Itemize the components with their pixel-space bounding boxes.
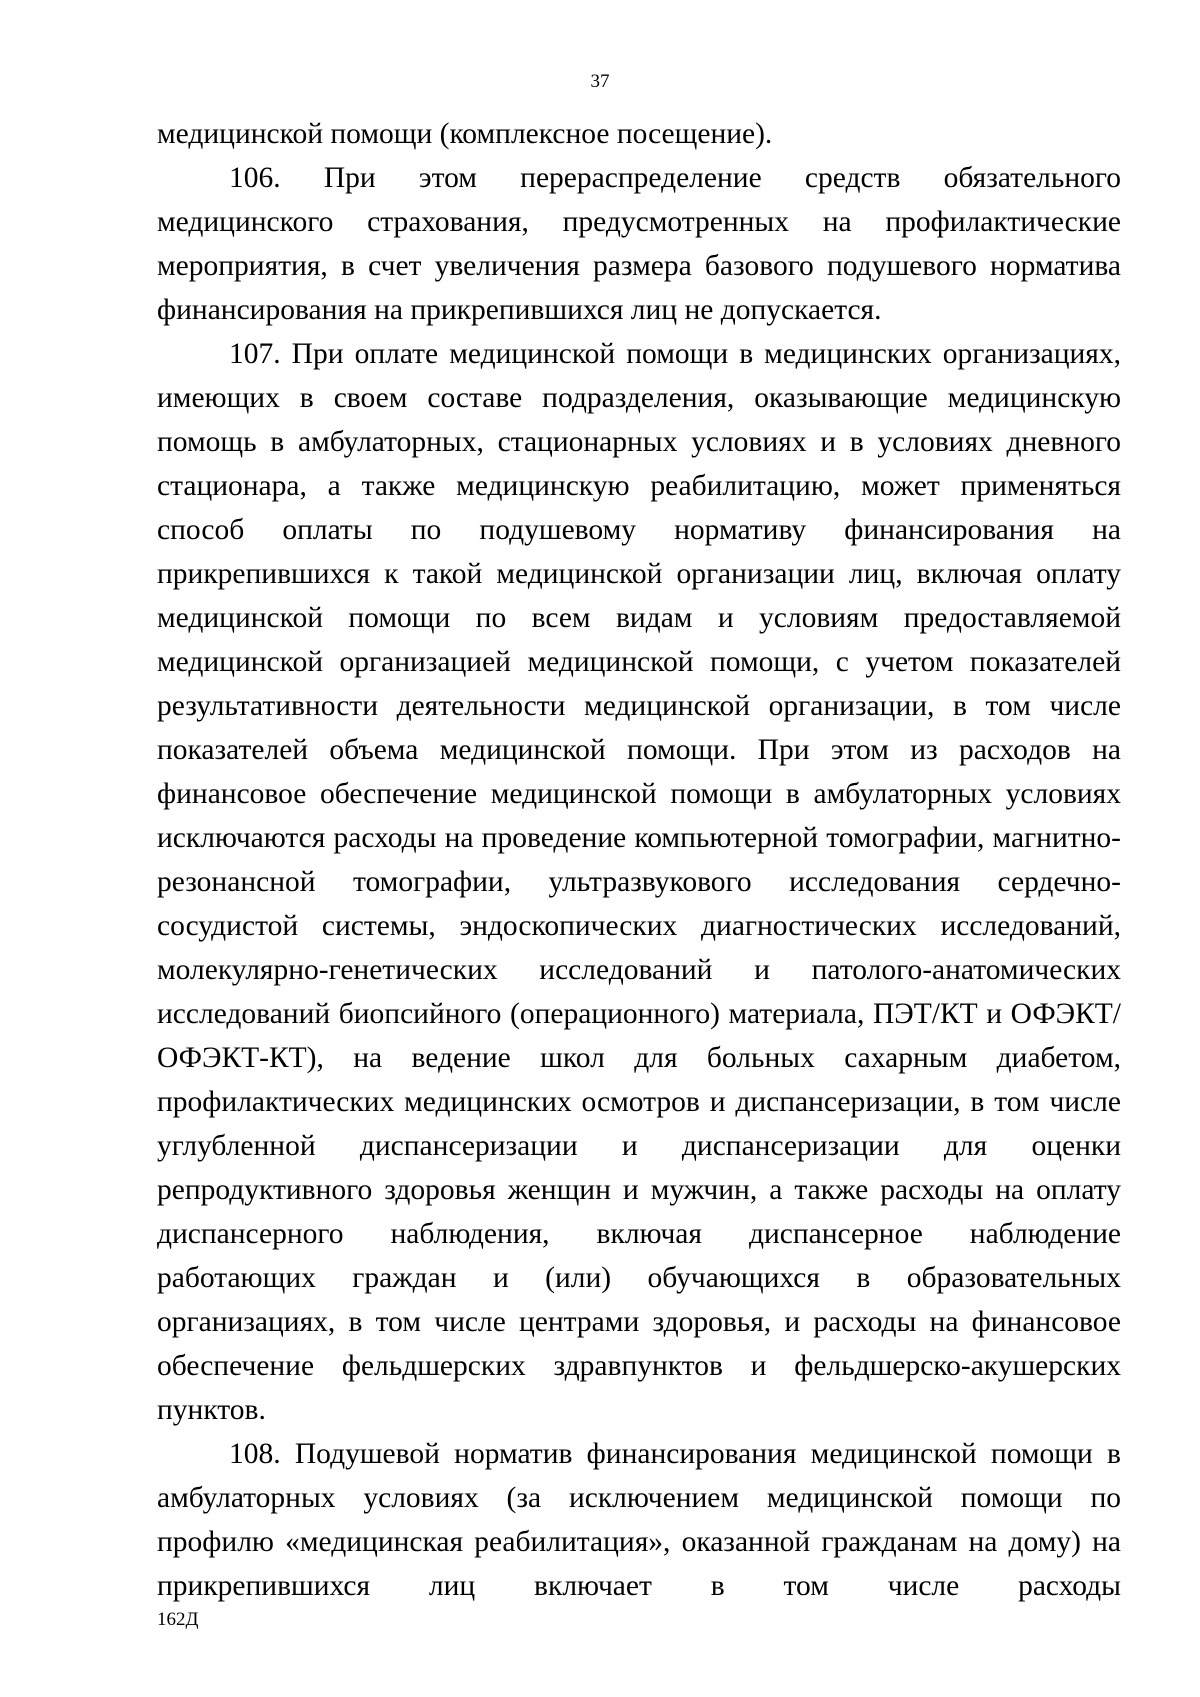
paragraph-continuation: медицинской помощи (комплексное посещение). (157, 118, 773, 150)
paragraph-106: 106. При этом перераспределение средств обязательного медицинского страхования, предусмотренных на профилактические мероприятия, в счет увеличения размера базового подушевого норматива финансирования на прикрепившихся лиц не допускается. (157, 162, 1121, 326)
page-number: 37 (590, 71, 610, 92)
paragraph-108: 108. Подушевой норматив финансирования медицинской помощи в амбулаторных условиях (за исключением медицинской помощи по профилю «медицинская реабилитация», оказанной гражданам на дому) на прикрепившихся лиц включает в том числе расходы (157, 1438, 1121, 1602)
paragraph-107: 107. При оплате медицинской помощи в медицинских организациях, имеющих в своем составе подразделения, оказывающие медицинскую помощь в амбулаторных, стационарных условиях и в условиях дневного стационара, а также медицинскую реабилитацию, может применяться способ оплаты по подушевому нормативу финансирования на прикрепившихся к такой медицинской организации лиц, включая оплату медицинской помощи по всем видам и условиям предоставляемой медицинской организацией медицинской помощи, с учетом показателей результативности деятельности медицинской организации, в том числе показателей объема медицинской помощи. При этом из расходов на финансовое обеспечение медицинской помощи в амбулаторных условиях исключаются расходы на проведение компьютерной томографии, магнитно-резонансной томографии, ультразвукового исследования сердечно-сосудистой системы, эндоскопических диагностических исследований, молекулярно-генетических исследований и патолого-анатомических исследований биопсийного (операционного) материала, ПЭТ/КТ и ОФЭКТ/ОФЭКТ-КТ), на ведение школ для больных сахарным диабетом, профилактических медицинских осмотров и диспансеризации, в том числе углубленной диспансеризации и диспансеризации для оценки репродуктивного здоровья женщин и мужчин, а также расходы на оплату диспансерного наблюдения, включая диспансерное наблюдение работающих граждан и (или) обучающихся в образовательных организациях, в том числе центрами здоровья, и расходы на финансовое обеспечение фельдшерских здравпунктов и фельдшерско-акушерских пунктов. (157, 338, 1121, 1426)
document-body (157, 112, 1121, 1608)
document-code: 162Д (157, 1609, 199, 1630)
